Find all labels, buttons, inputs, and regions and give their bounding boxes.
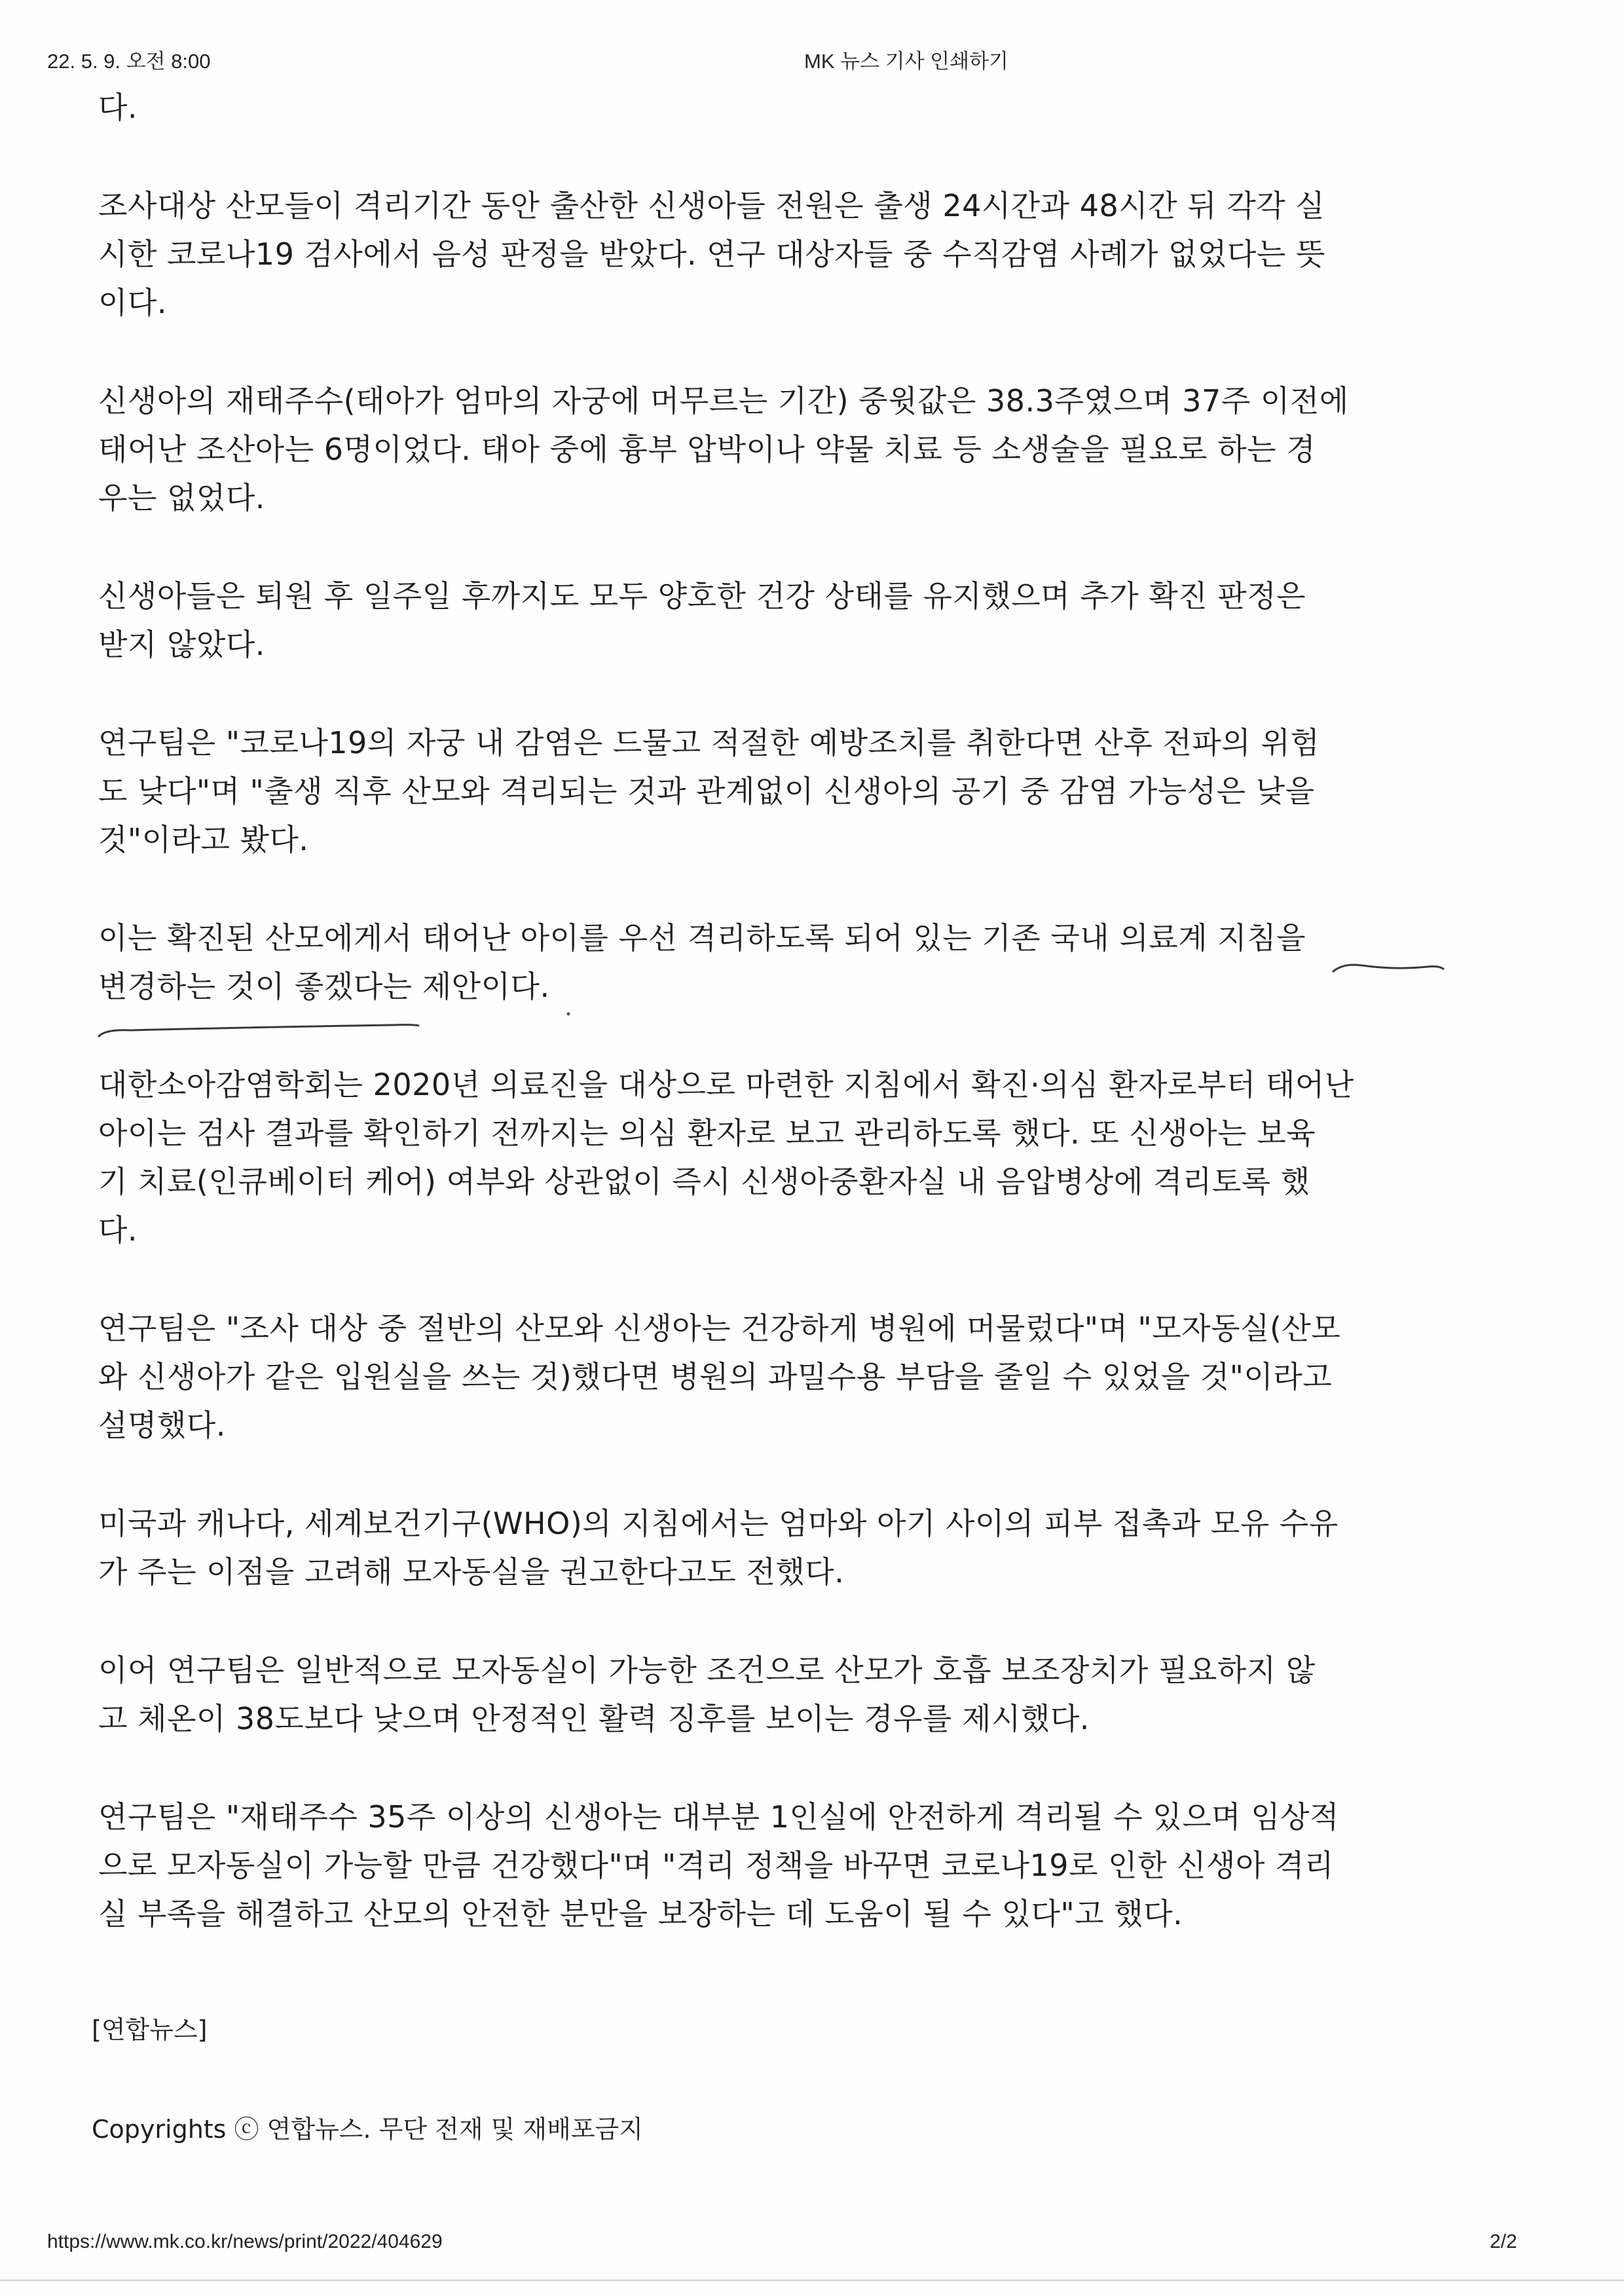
article-line: 고 체온이 38도보다 낮으며 안정적인 활력 징후를 보이는 경우를 제시했다.	[98, 1701, 1090, 1736]
article-line: 다.	[98, 1212, 138, 1248]
article-line: 아이는 검사 결과를 확인하기 전까지는 의심 환자로 보고 관리하도록 했다. 또 신생아는 보육	[98, 1115, 1316, 1151]
article-line: 받지 않았다.	[98, 627, 265, 662]
article-line: 으로 모자동실이 가능할 만큼 건강했다"며 "격리 정책을 바꾸면 코로나19로 인한 신생아 격리	[98, 1848, 1334, 1883]
article-line: 조사대상 산모들이 격리기간 동안 출산한 신생아들 전원은 출생 24시간과 48시간 뒤 각각 실	[98, 188, 1325, 223]
news-source: [연합뉴스]	[92, 2015, 208, 2044]
article-line: 기 치료(인큐베이터 케어) 여부와 상관없이 즉시 신생아중환자실 내 음압병상에 격리토록 했	[98, 1164, 1310, 1199]
article-line: 변경하는 것이 좋겠다는 제안이다.	[98, 969, 550, 1004]
article-line: 와 신생아가 같은 입원실을 쓰는 것)했다면 병원의 과밀수용 부담을 줄일 수 있었을 것"이라고	[98, 1359, 1333, 1394]
article-line: 이다.	[98, 285, 167, 320]
article-line: 시한 코로나19 검사에서 음성 판정을 받았다. 연구 대상자들 중 수직감염 사례가 없었다는 뜻	[98, 236, 1325, 272]
article-line: 연구팀은 "재태주수 35주 이상의 신생아는 대부분 1인실에 안전하게 격리될 수 있으며 임상적	[98, 1799, 1339, 1835]
article-line: 미국과 캐나다, 세계보건기구(WHO)의 지침에서는 엄마와 아기 사이의 피부 접촉과 모유 수유	[98, 1506, 1338, 1541]
article-line: 신생아의 재태주수(태아가 엄마의 자궁에 머무르는 기간) 중윗값은 38.3주였으며 37주 이전에	[98, 383, 1349, 419]
article-line: 연구팀은 "코로나19의 자궁 내 감염은 드물고 적절한 예방조치를 취한다면 산후 전파의 위험	[98, 725, 1320, 760]
article-line: 태어난 조산아는 6명이었다. 태아 중에 흉부 압박이나 약물 치료 등 소생술을 필요로 하는 경	[98, 432, 1316, 467]
article-line: 이어 연구팀은 일반적으로 모자동실이 가능한 조건으로 산모가 호흡 보조장치가 필요하지 않	[98, 1652, 1316, 1688]
article-line: 신생아들은 퇴원 후 일주일 후까지도 모두 양호한 건강 상태를 유지했으며 추가 확진 판정은	[98, 578, 1306, 614]
article-url: https://www.mk.co.kr/news/print/2022/404629	[47, 2231, 443, 2252]
article-line: 실 부족을 해결하고 산모의 안전한 분만을 보장하는 데 도움이 될 수 있다"고 했다.	[98, 1896, 1183, 1931]
print-datetime: 22. 5. 9. 오전 8:00	[47, 50, 211, 73]
article-line: 다.	[98, 90, 138, 125]
article-line: 연구팀은 "조사 대상 중 절반의 산모와 신생아는 건강하게 병원에 머물렀다"며 "모자동실(산모	[98, 1311, 1341, 1346]
scan-bottom-edge	[0, 2279, 1624, 2281]
article-line: 가 주는 이점을 고려해 모자동실을 권고한다고도 전했다.	[98, 1554, 845, 1590]
article-line: 이는 확진된 산모에게서 태어난 아이를 우선 격리하도록 되어 있는 기존 국내 의료계 지침을	[98, 920, 1306, 956]
copyright-notice: Copyrights ⓒ 연합뉴스. 무단 전재 및 재배포금지	[92, 2115, 643, 2144]
article-line: 설명했다.	[98, 1408, 226, 1443]
article-line: 것"이라고 봤다.	[98, 822, 309, 857]
article-line: 대한소아감염학회는 2020년 의료진을 대상으로 마련한 지침에서 확진·의심 환자로부터 태어난	[98, 1067, 1354, 1102]
article-line: 도 낮다"며 "출생 직후 산모와 격리되는 것과 관계없이 신생아의 공기 중 감염 가능성은 낮을	[98, 774, 1315, 809]
article-line: 우는 없었다.	[98, 480, 265, 515]
print-title: MK 뉴스 기사 인쇄하기	[804, 50, 1008, 73]
page-number: 2/2	[1490, 2231, 1517, 2252]
